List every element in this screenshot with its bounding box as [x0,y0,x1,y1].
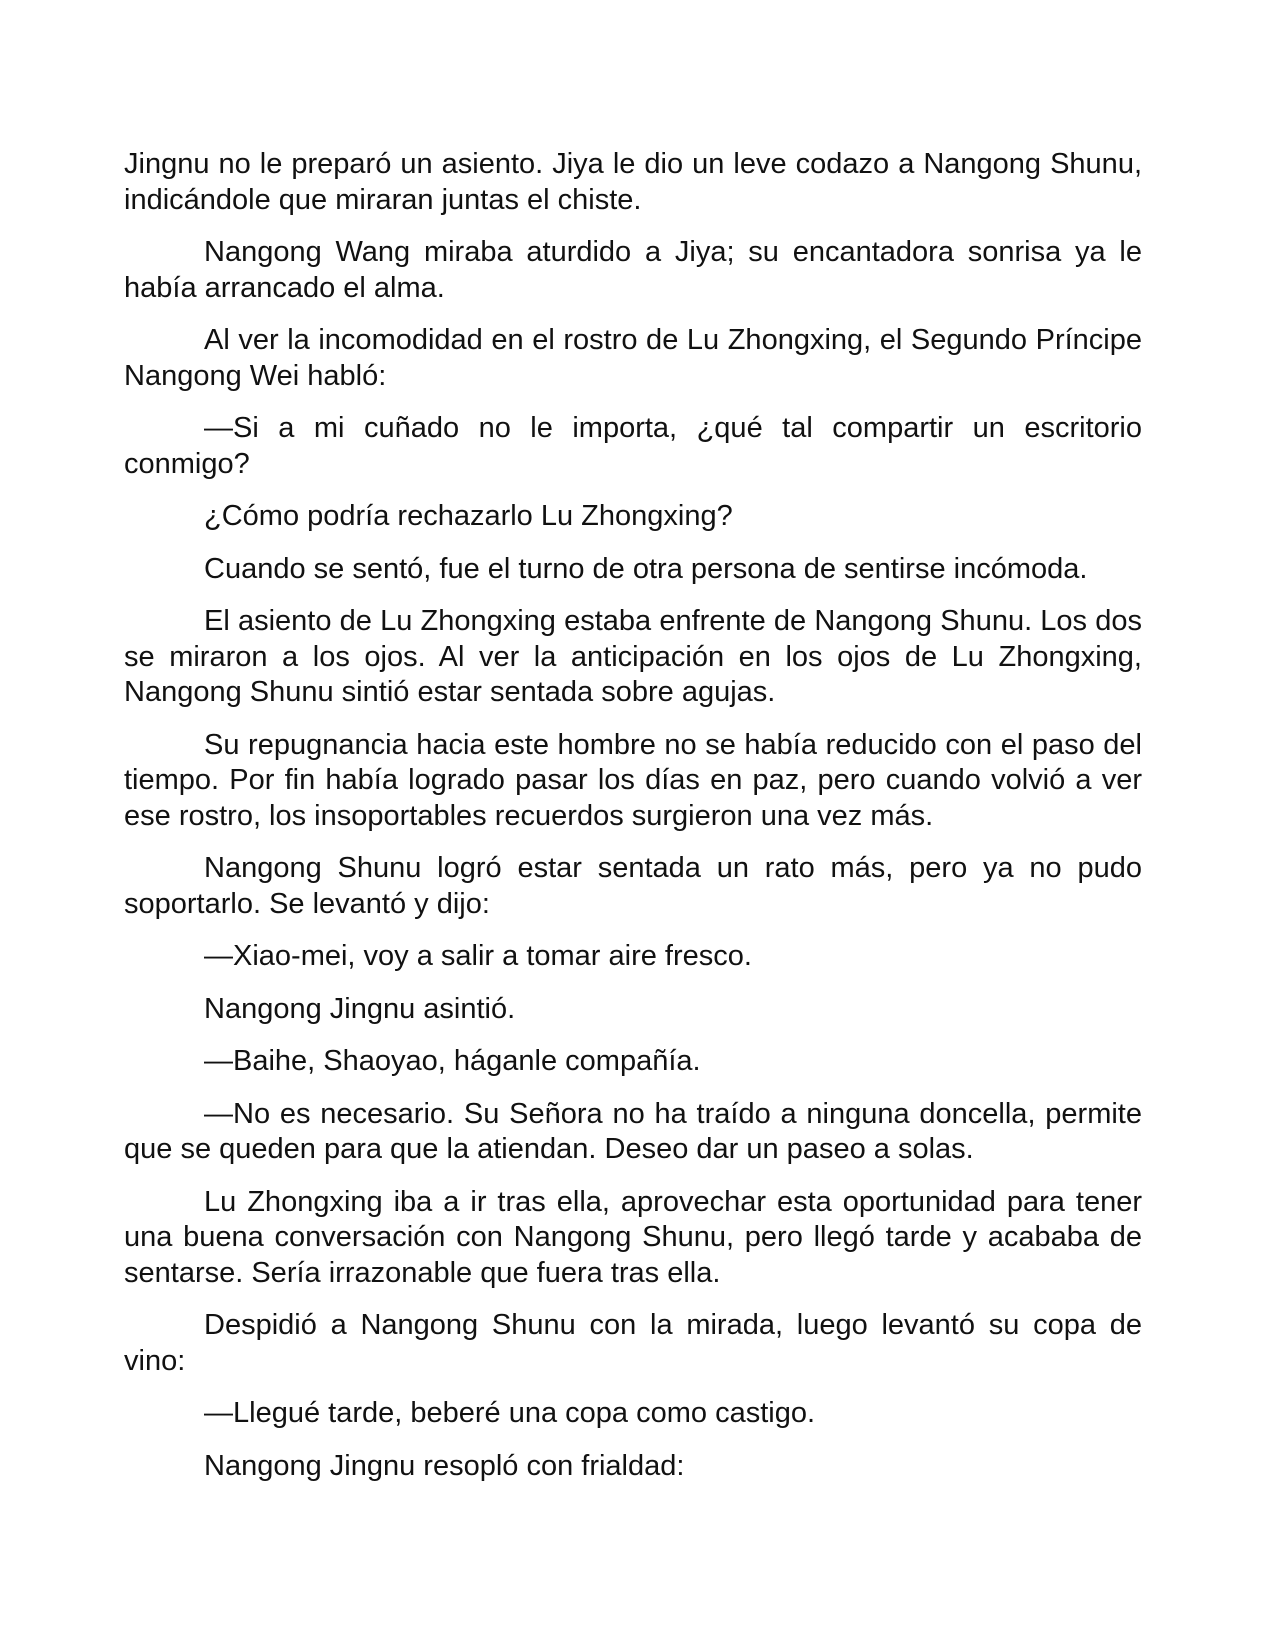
paragraph: Nangong Shunu logró estar sentada un rato más, pero ya no pudo soportarlo. Se levantó y dijo: [124,852,1142,920]
paragraph: —Si a mi cuñado no le importa, ¿qué tal compartir un escritorio conmigo? [124,412,1142,480]
paragraph: Nangong Jingnu asintió. [204,992,516,1025]
paragraph: Jingnu no le preparó un asiento. Jiya le dio un leve codazo a Nangong Shunu, indicándole que miraran juntas el chiste. [124,148,1142,216]
paragraph: Cuando se sentó, fue el turno de otra persona de sentirse incómoda. [204,552,1088,585]
text-column [124,147,1142,1501]
paragraph: ¿Cómo podría rechazarlo Lu Zhongxing? [204,500,733,532]
paragraph: Lu Zhongxing iba a ir tras ella, aprovechar esta oportunidad para tener una buena conversación con Nangong Shunu, pero llegó tarde y acababa de sentarse. Sería irrazonable que fuera tras ella. [124,1185,1142,1289]
paragraph: —Baihe, Shaoyao, háganle compañía. [204,1045,701,1077]
paragraph: Su repugnancia hacia este hombre no se había reducido con el paso del tiempo. Por fin había logrado pasar los días en paz, pero cuando volvió a ver ese rostro, los insoportables recuerdos surgieron una vez más. [124,728,1142,832]
paragraph: Despidió a Nangong Shunu con la mirada, luego levantó su copa de vino: [124,1309,1142,1377]
paragraph: El asiento de Lu Zhongxing estaba enfrente de Nangong Shunu. Los dos se miraron a los ojos. Al ver la anticipación en los ojos de Lu Zhongxing, Nangong Shunu sintió estar sentada sobre agujas. [124,605,1142,708]
paragraph: —No es necesario. Su Señora no ha traído a ninguna doncella, permite que se queden para que la atiendan. Deseo dar un paseo a solas. [124,1097,1142,1165]
paragraph: —Llegué tarde, beberé una copa como castigo. [204,1397,816,1429]
paragraph: Nangong Wang miraba aturdido a Jiya; su encantadora sonrisa ya le había arrancado el alma. [124,236,1142,304]
paragraph: —Xiao-mei, voy a salir a tomar aire fresco. [204,940,752,972]
paragraph: Al ver la incomodidad en el rostro de Lu Zhongxing, el Segundo Príncipe Nangong Wei habló: [124,324,1142,392]
paragraph: Nangong Jingnu resopló con frialdad: [204,1449,685,1482]
